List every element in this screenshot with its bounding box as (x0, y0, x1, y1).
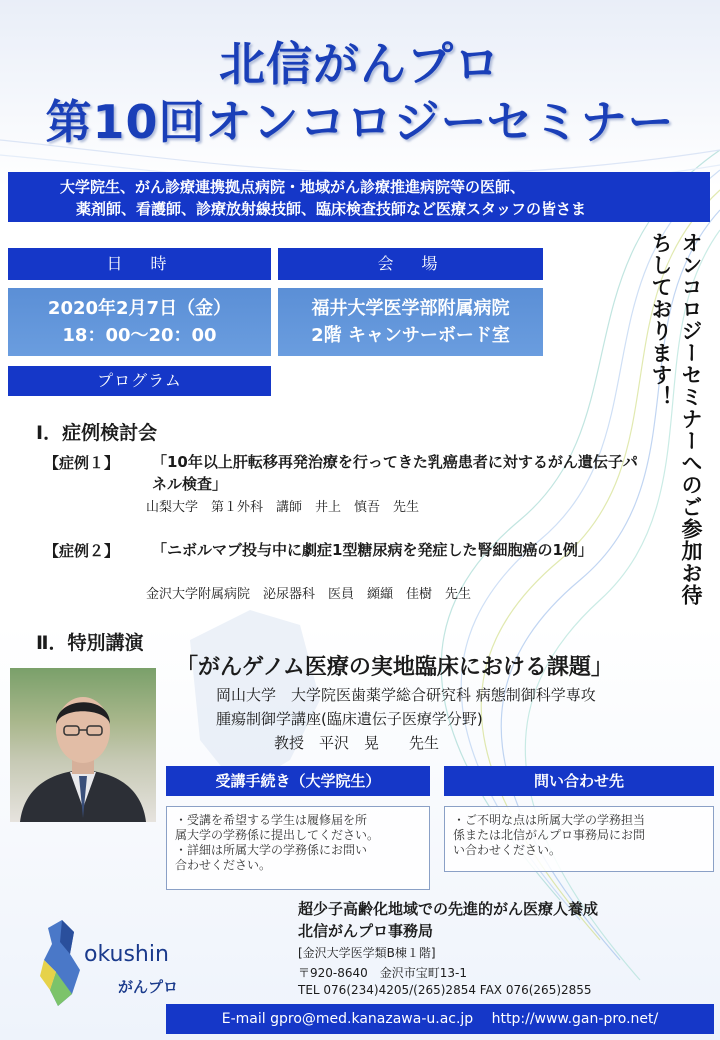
contact-notes (444, 806, 714, 872)
office-phone-fax: TEL 076(234)4205/(265)2854 FAX 076(265)2855 (298, 983, 592, 997)
main-title-line1: 北信がんプロ (219, 37, 501, 91)
audience-line2: 薬剤師、看護師、診療放射線技師、臨床検査技師など医療スタッフの皆さま (76, 200, 587, 218)
speaker-affiliation-line1: 岡山大学 大学院医歯薬学総合研究科 病態制御科学専攻 (216, 686, 596, 704)
logo-text: okushin (84, 942, 169, 967)
speaker-portrait (10, 668, 156, 822)
enroll-notes (166, 806, 430, 890)
section2-heading: Ⅱ．特別講演 (36, 632, 144, 654)
case1-title: 「10年以上肝転移再発治療を行ってきた乳癌患者に対するがん遺伝子パネル検査」 (152, 453, 638, 493)
contact-note-line1: ・ご不明な点は所属大学の学務担当 (453, 813, 646, 827)
program-name: 超少子高齢化地域での先進的がん医療人養成 (298, 900, 599, 918)
contact-note-line3: い合わせください。 (453, 843, 562, 857)
vertical-message: オンコロジーセミナーへのご参加お待ちしております！ (649, 232, 703, 606)
enroll-note-line3: ・詳細は所属大学の学務係にお問い (175, 843, 368, 857)
main-title-line2: 第10回オンコロジーセミナー (45, 95, 675, 149)
enroll-note-line2: 属大学の学務係に提出してください。 (175, 828, 380, 842)
case1-presenter: 山梨大学 第１外科 講師 井上 慎吾 先生 (146, 500, 420, 515)
venue-header: 会 場 (278, 248, 543, 280)
contact-note-line2: 係または北信がんプロ事務局にお問 (453, 828, 646, 842)
office-building: [金沢大学医学類B棟１階] (298, 946, 436, 960)
audience-banner (8, 172, 710, 222)
time-line: 18：00～20：00 (62, 325, 217, 346)
footer-contact-bar: E-mail gpro@med.kanazawa-u.ac.jp http://www.gan-pro.net/ (166, 1004, 714, 1034)
office-name: 北信がんプロ事務局 (298, 922, 434, 940)
case2-label: 【症例２】 (44, 542, 120, 560)
speaker-photo (10, 668, 156, 822)
lecture-title: 「がんゲノム医療の実地臨床における課題」 (176, 655, 613, 680)
date-header: 日 時 (8, 248, 271, 280)
enroll-header: 受講手続き（大学院生） (166, 766, 430, 796)
venue-line1: 福井大学医学部附属病院 (311, 298, 510, 319)
date-box (8, 288, 271, 356)
contact-header: 問い合わせ先 (444, 766, 714, 796)
section1-heading: Ⅰ．症例検討会 (36, 422, 158, 444)
venue-line2: 2階 キャンサーボード室 (311, 325, 510, 346)
enroll-note-line4: 合わせください。 (175, 858, 272, 872)
case2-presenter: 金沢大学附属病院 泌尿器科 医員 纐纈 佳樹 先生 (146, 587, 472, 602)
case1-label: 【症例１】 (44, 454, 120, 472)
enroll-note-line1: ・受講を希望する学生は履修届を所 (175, 813, 368, 827)
venue-box (278, 288, 543, 356)
logo-subtitle: がんプロ (118, 978, 179, 996)
speaker-affiliation-line2: 腫瘍制御学講座(臨床遺伝子医療学分野) (216, 710, 483, 728)
case2-title: 「ニボルマブ投与中に劇症1型糖尿病を発症した腎細胞癌の1例」 (152, 541, 593, 559)
date-line: 2020年2月7日（金） (47, 298, 232, 319)
audience-line1: 大学院生、がん診療連携拠点病院・地域がん診療推進病院等の医師、 (60, 178, 526, 196)
program-header: プログラム (8, 366, 271, 396)
speaker-name: 教授 平沢 晃 先生 (274, 734, 440, 752)
office-address: 〒920-8640 金沢市宝町13-1 (298, 966, 468, 980)
